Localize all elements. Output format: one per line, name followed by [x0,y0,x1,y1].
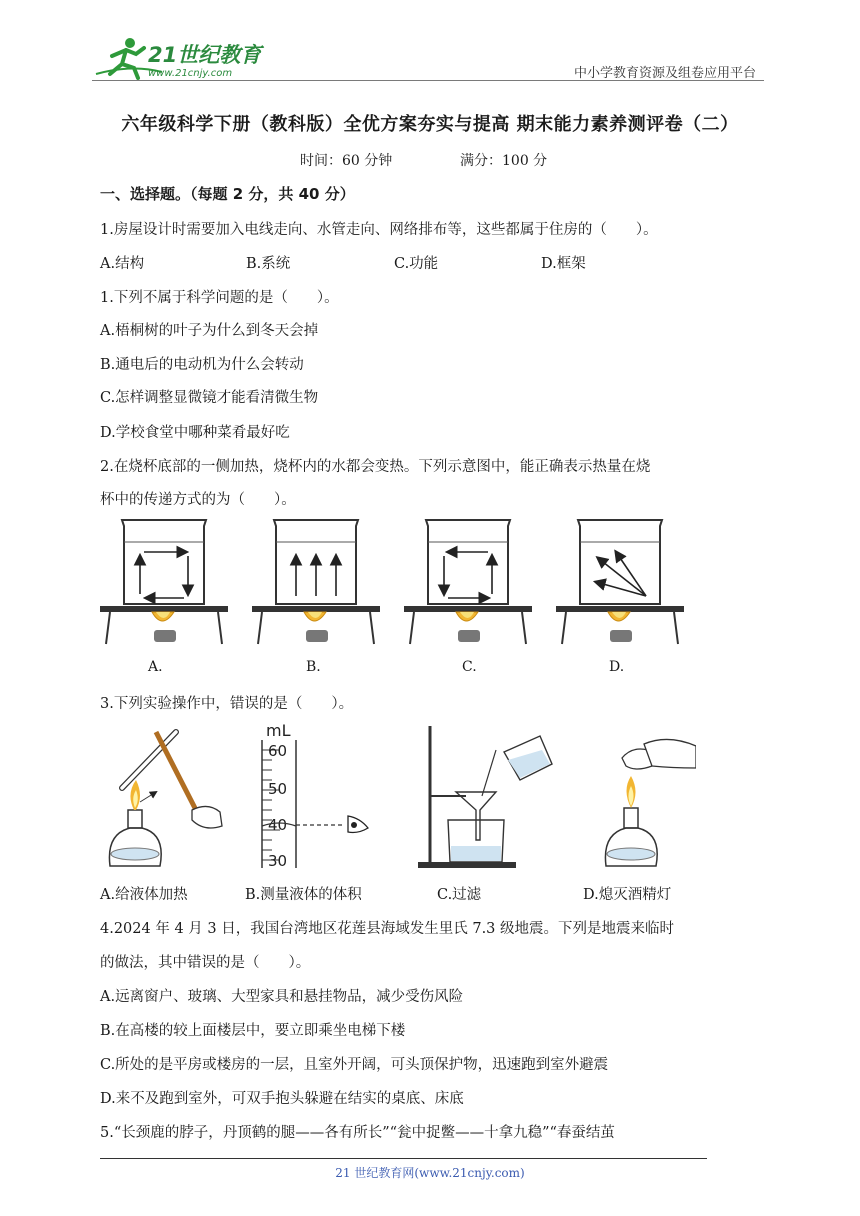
question-1-option-b: B.系统 [246,256,291,272]
exam-time: 时间：60 分钟 [300,153,393,169]
cylinder-unit: mL [266,721,291,740]
question-3-option-b: B.测量液体的体积 [245,887,362,903]
section-heading: 一、选择题。（每题 2 分，共 40 分） [100,185,355,203]
question-4-option-c: C.所处的是平房或楼房的一层，且室外开阔，可头顶保护物，迅速跑到室外避震 [100,1057,609,1073]
question-3-stem: 3.下列实验操作中，错误的是（ ）。 [100,696,354,712]
cylinder-tick-60: 60 [268,742,288,760]
site-logo [92,34,272,82]
figure-a-heating-liquid [109,732,222,866]
question-1b-option-a: A.梧桐树的叶子为什么到冬天会掉 [100,323,319,339]
question-2-stem-line1: 2.在烧杯底部的一侧加热，烧杯内的水都会变热。下列示意图中，能正确表示热量在烧 [100,459,651,475]
question-2-stem-line2: 杯中的传递方式的为（ ）。 [100,492,296,508]
cylinder-tick-30: 30 [268,852,288,870]
figure-label-a: A. [148,659,163,675]
question-4-option-a: A.远离窗户、玻璃、大型家具和悬挂物品，减少受伤风险 [100,989,464,1005]
question-1-option-a: A.结构 [100,256,145,272]
figure-d-extinguish-lamp [605,739,696,866]
question-4-option-d: D.来不及跑到室外，可双手抱头躲避在结实的桌底、床底 [100,1091,464,1107]
question-3-option-d: D.熄灭酒精灯 [583,887,672,903]
cylinder-tick-40: 40 [268,816,288,834]
question-1b-option-b: B.通电后的电动机为什么会转动 [100,357,304,373]
question-1-stem: 1.房屋设计时需要加入电线走向、水管走向、网络排布等，这些都属于住房的（ ）。 [100,222,658,238]
question-1b-option-c: C.怎样调整显微镜才能看清微生物 [100,390,319,406]
lab-operation-figures [96,716,696,876]
figure-label-c: C. [462,659,477,675]
figure-label-d: D. [609,659,625,675]
question-4-stem-line1: 4.2024 年 4 月 3 日，我国台湾地区花莲县海域发生里氏 7.3 级地震。下列是地震来临时 [100,921,675,937]
question-1b-option-d: D.学校食堂中哪种菜肴最好吃 [100,425,290,441]
figure-a-beaker [100,520,228,644]
figure-d-beaker [556,520,684,644]
figure-label-b: B. [306,659,321,675]
footer-divider [100,1158,707,1159]
question-1-option-c: C.功能 [394,256,439,272]
beaker-heating-figures [96,512,696,652]
question-5-stem: 5.“长颈鹿的脖子，丹顶鹤的腿——各有所长”“瓮中捉鳖——十拿九稳”“春蚕结茧 [100,1125,615,1141]
page-title: 六年级科学下册（教科版）全优方案夯实与提高 期末能力素养测评卷（二） [121,114,739,135]
header-divider [92,80,764,81]
figure-b-beaker [252,520,380,644]
logo-url: www.21cnjy.com [148,68,233,79]
cylinder-tick-50: 50 [268,780,288,798]
question-4-stem-line2: 的做法，其中错误的是（ ）。 [100,955,311,971]
question-3-option-a: A.给液体加热 [100,887,188,903]
figure-b-graduated-cylinder [262,721,368,870]
figure-c-filtration [418,726,552,868]
question-1-option-d: D.框架 [541,256,586,272]
footer-link[interactable]: 21 世纪教育网(www.21cnjy.com) [335,1166,525,1180]
exam-score: 满分：100 分 [460,153,548,169]
platform-name: 中小学教育资源及组卷应用平台 [573,66,756,81]
question-1b-stem: 1.下列不属于科学问题的是（ ）。 [100,290,339,306]
logo-text: 21世纪教育 [148,43,262,67]
question-4-option-b: B.在高楼的较上面楼层中，要立即乘坐电梯下楼 [100,1023,406,1039]
question-3-option-c: C.过滤 [437,887,482,903]
figure-c-beaker [404,520,532,644]
